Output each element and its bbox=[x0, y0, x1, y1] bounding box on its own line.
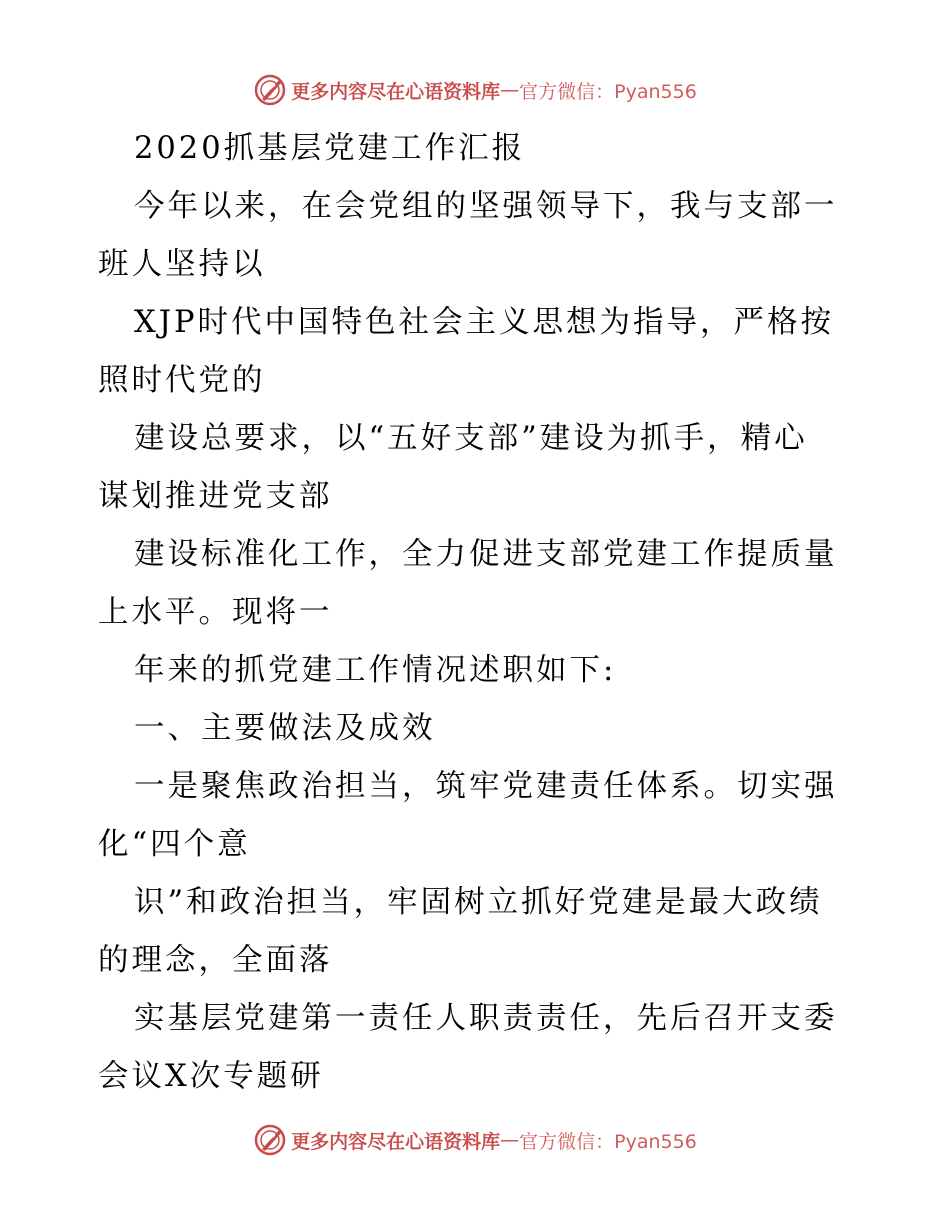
watermark-site-text: 更多内容尽在心语资料库 bbox=[291, 1130, 501, 1153]
paragraph-line: 一是聚焦政治担当，筑牢党建责任体系。切实强 bbox=[134, 769, 838, 804]
paragraph-line: 会议X次专题研 bbox=[98, 1059, 324, 1094]
paragraph-line: 班人坚持以 bbox=[98, 247, 266, 282]
paragraph-line: 化“四个意 bbox=[98, 827, 251, 862]
paragraph-line: 年来的抓党建工作情况述职如下: bbox=[134, 653, 617, 688]
paragraph-line: 照时代党的 bbox=[98, 363, 266, 398]
watermark-footer bbox=[0, 1120, 950, 1160]
paragraph-line: XJP时代中国特色社会主义思想为指导，严格按 bbox=[134, 305, 834, 340]
watermark-site-text: 更多内容尽在心语资料库 bbox=[291, 80, 501, 103]
paragraph-line: 今年以来，在会党组的坚强领导下，我与支部一 bbox=[134, 189, 838, 224]
section-heading: 一、主要做法及成效 bbox=[134, 711, 436, 746]
paragraph-line: 的理念，全面落 bbox=[98, 943, 333, 978]
paragraph-line: 上水平。现将一 bbox=[98, 595, 333, 630]
quill-seal-icon bbox=[253, 73, 287, 107]
paragraph-line: 实基层党建第一责任人职责责任，先后召开支委 bbox=[134, 1001, 838, 1036]
quill-seal-icon bbox=[253, 1123, 287, 1157]
document-title: 2020抓基层党建工作汇报 bbox=[134, 131, 526, 166]
watermark-contact-text: 官方微信：Pyan556 bbox=[519, 80, 697, 103]
watermark-dash: — bbox=[500, 1129, 520, 1151]
watermark-header bbox=[0, 70, 950, 110]
paragraph-line: 建设总要求，以“五好支部”建设为抓手，精心 bbox=[134, 421, 808, 456]
paragraph-line: 识”和政治担当，牢固树立抓好党建是最大政绩 bbox=[134, 885, 823, 920]
paragraph-line: 建设标准化工作，全力促进支部党建工作提质量 bbox=[134, 537, 838, 572]
watermark-dash: — bbox=[500, 79, 520, 101]
watermark-contact-text: 官方微信：Pyan556 bbox=[519, 1130, 697, 1153]
paragraph-line: 谋划推进党支部 bbox=[98, 479, 333, 514]
document-body bbox=[98, 120, 858, 1106]
